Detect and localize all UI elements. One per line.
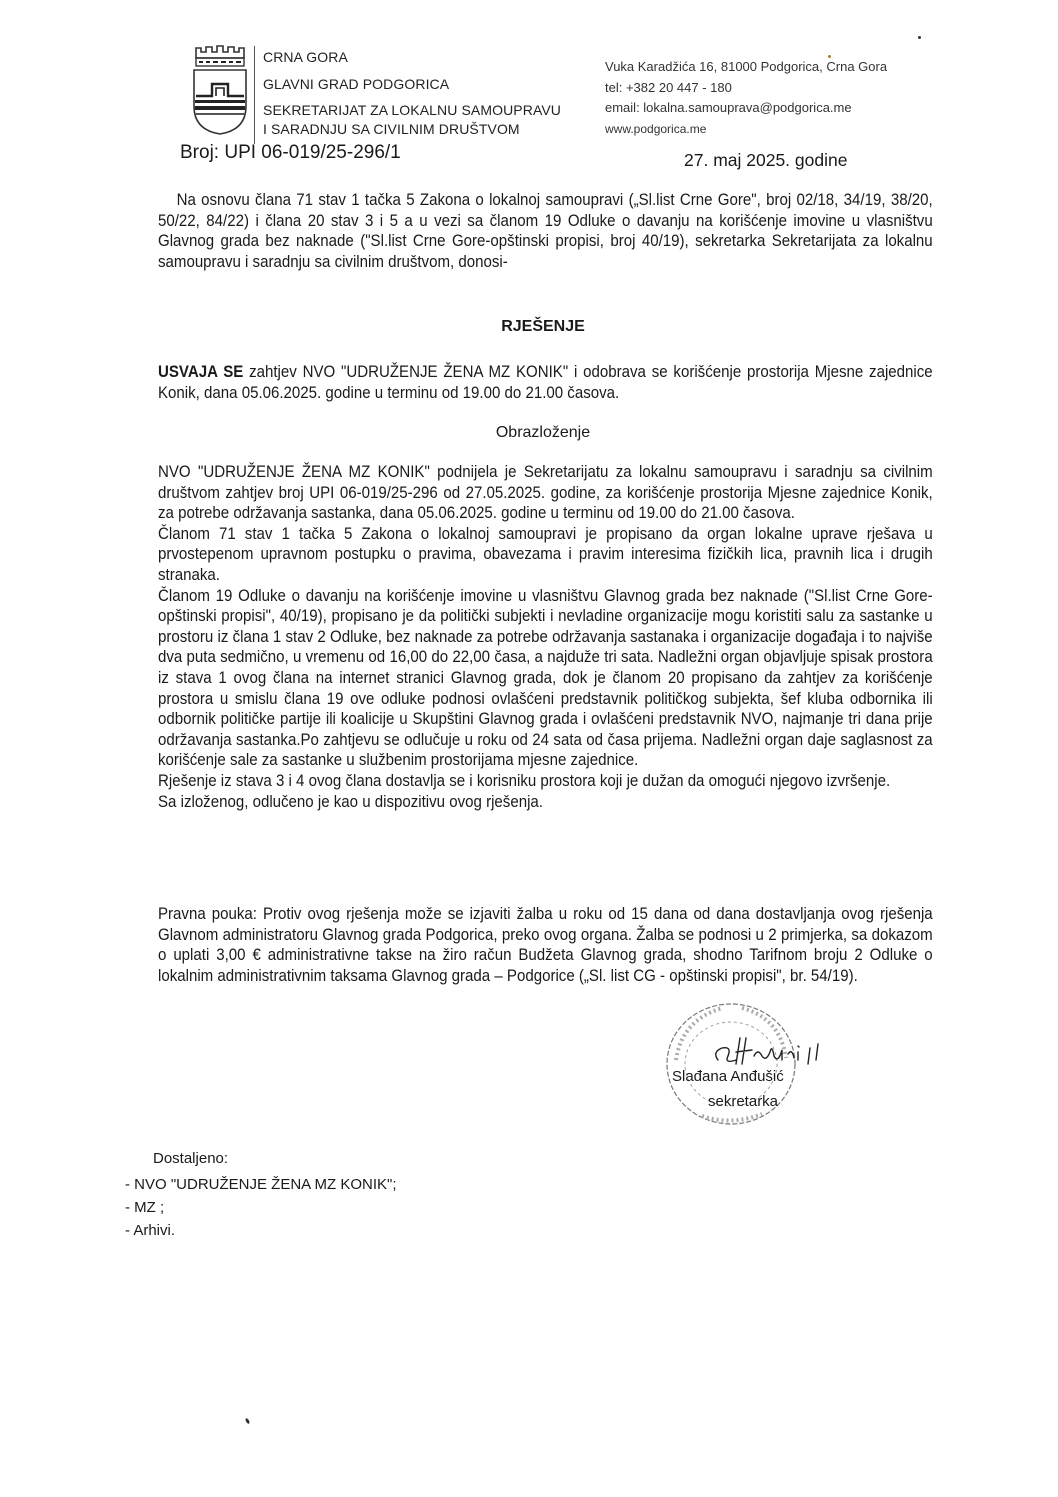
org-city: GLAVNI GRAD PODGORICA [263, 75, 450, 92]
legal-notice [158, 904, 933, 986]
legal-notice-label: Pravna pouka: [158, 905, 257, 923]
reasoning-paragraph: Članom 71 stav 1 tačka 5 Zakona o lokalnoj samoupravi je propisano da organ lokalne uprave rješava u prvostepenom upravnom postupku o pravima, obavezama i pravim interesima fizičkih lica, pravnih lica i drugih stranaka. [158, 524, 933, 584]
contact-email: email: lokalna.samouprava@podgorica.me [605, 100, 852, 115]
coat-of-arms-icon [192, 44, 248, 136]
document-date: 27. maj 2025. godine [684, 150, 848, 170]
reasoning-paragraph: NVO "UDRUŽENJE ŽENA MZ KONIK" podnijela je Sekretarijatu za lokalnu samoupravu i saradnju sa civilnim društvom zahtjev broj UPI 06-019/25-296 od 27.05.2025. godine, za korišćenje prostorija Mjesne zajednice Konik, za potrebe održavanja sastanka, dana 05.06.2025. godine u terminu od 19.00 do 21.00 časova. [158, 463, 933, 523]
distribution-list [125, 1173, 397, 1242]
org-country: CRNA GORA [263, 49, 348, 65]
signer-title: sekretarka [708, 1093, 779, 1110]
decision-text: zahtjev NVO "UDRUŽENJE ŽENA MZ KONIK" i odobrava se korišćenje prostorija Mjesne zajednice Konik, dana 05.06.2025. godine u terminu od 19.00 do 21.00 časova. [158, 363, 933, 402]
scan-speck [828, 55, 831, 58]
distribution-recipient: - Arhivi. [125, 1222, 176, 1239]
contact-block [605, 57, 887, 139]
reasoning-paragraph: Članom 19 Odluke o davanju na korišćenje imovine u vlasništvu Glavnog grada bez naknade ("Sl.list Crne Gore-opštinski propisi", 40/19), propisano je da politički subjekti i nevladine organizacije mogu koristiti salu za sastanke u prostoru iz člana 1 stav 2 Odluke, bez naknade za potrebe održavanja sastanaka i organizacije događaja i to najviše dva puta sedmično, u vremenu od 16,00 do 22,00 časa, a najduže tri sata. Nadležni organ objavljuje spisak prostora iz stava 1 ovog člana na internet stranici Glavnog grada, dok je članom 20 propisano da zahtjev za korišćenje prostora u smislu člana 19 ove odluke podnosi ovlašćeni predstavnik političkog subjekta, šef kluba odbornika ili odbornik političke partije ili koalicije u Skupštini Glavnog grada i ovlašćeni predstavnik NVO, najmanje tri dana prije održavanja sastanka.Po zahtjevu se odlučuje u roku od 24 sata od časa prijema. Nadležni organ daje saglasnost za korišćenje sale za sastanke u službenim prostorijama mjesne zajednice. [158, 586, 933, 770]
organization-block [263, 48, 561, 138]
signature-icon [710, 1030, 840, 1070]
reasoning-paragraph: Sa izloženog, odlučeno je kao u dispozitivu ovog rješenja. [158, 792, 543, 811]
contact-phone: tel: +382 20 447 - 180 [605, 79, 732, 95]
legal-notice-text: Protiv ovog rješenja može se izjaviti žalba u roku od 15 dana od dana dostavljanja ovog rješenja Glavnom administratoru Glavnog grada Podgorica, preko ovog organa. Žalba se podnosi u 2 primjerka, sa dokazom o uplati 3,00 € administrativne takse na žiro račun Budžeta Glavnog grada, shodno Tarifnom broju 2 Odluke o lokalnim administrativnim taksama Glavnog grada – Podgorice („Sl. list CG - opštinski propisi", br. 54/19). [158, 905, 933, 985]
signer-name: Slađana Anđušić [672, 1068, 784, 1085]
reference-number: Broj: UPI 06-019/25-296/1 [180, 142, 401, 163]
contact-address: Vuka Karadžića 16, 81000 Podgorica, Crna Gora [605, 59, 888, 74]
reasoning-section [158, 462, 933, 812]
decision-lead: USVAJA SE [158, 363, 244, 381]
distribution-recipient: - NVO "UDRUŽENJE ŽENA MZ KONIK"; [125, 1176, 397, 1193]
distribution-recipient: - MZ ; [125, 1199, 165, 1216]
distribution-label: Dostaljeno: [153, 1150, 229, 1167]
reasoning-title: Obrazloženje [495, 424, 591, 441]
reasoning-paragraph: Rješenje iz stava 3 i 4 ovog člana dostavlja se i korisniku prostora koji je dužan da omogući njegovo izvršenje. [158, 771, 891, 790]
intro-text: Na osnovu člana 71 stav 1 tačka 5 Zakona o lokalnoj samoupravi („Sl.list Crne Gore", broj 02/18, 34/19, 38/20, 50/22, 84/22) i člana 20 stav 3 i 5 a u vezi sa članom 19 Odluke o davanju na korišćenje imovine u vlasništvu Glavnog grada bez naknade ("Sl.list Crne Gore-opštinski propisi, broj 40/19), sekretarka Sekretarijata za lokalnu samoupravu i saradnju sa civilnim društvom, donosi- [158, 191, 933, 271]
org-department-cont: I SARADNJU SA CIVILNIM DRUŠTVOM [263, 120, 520, 137]
decision-paragraph [158, 362, 933, 403]
scan-speck [245, 1418, 251, 1425]
org-department: SEKRETARIJAT ZA LOKALNU SAMOUPRAVU [263, 102, 561, 118]
scan-speck [918, 36, 921, 39]
header-divider [254, 46, 255, 144]
contact-website: www.podgorica.me [605, 121, 707, 136]
decision-title: RJEŠENJE [501, 318, 585, 335]
intro-paragraph [158, 190, 933, 272]
